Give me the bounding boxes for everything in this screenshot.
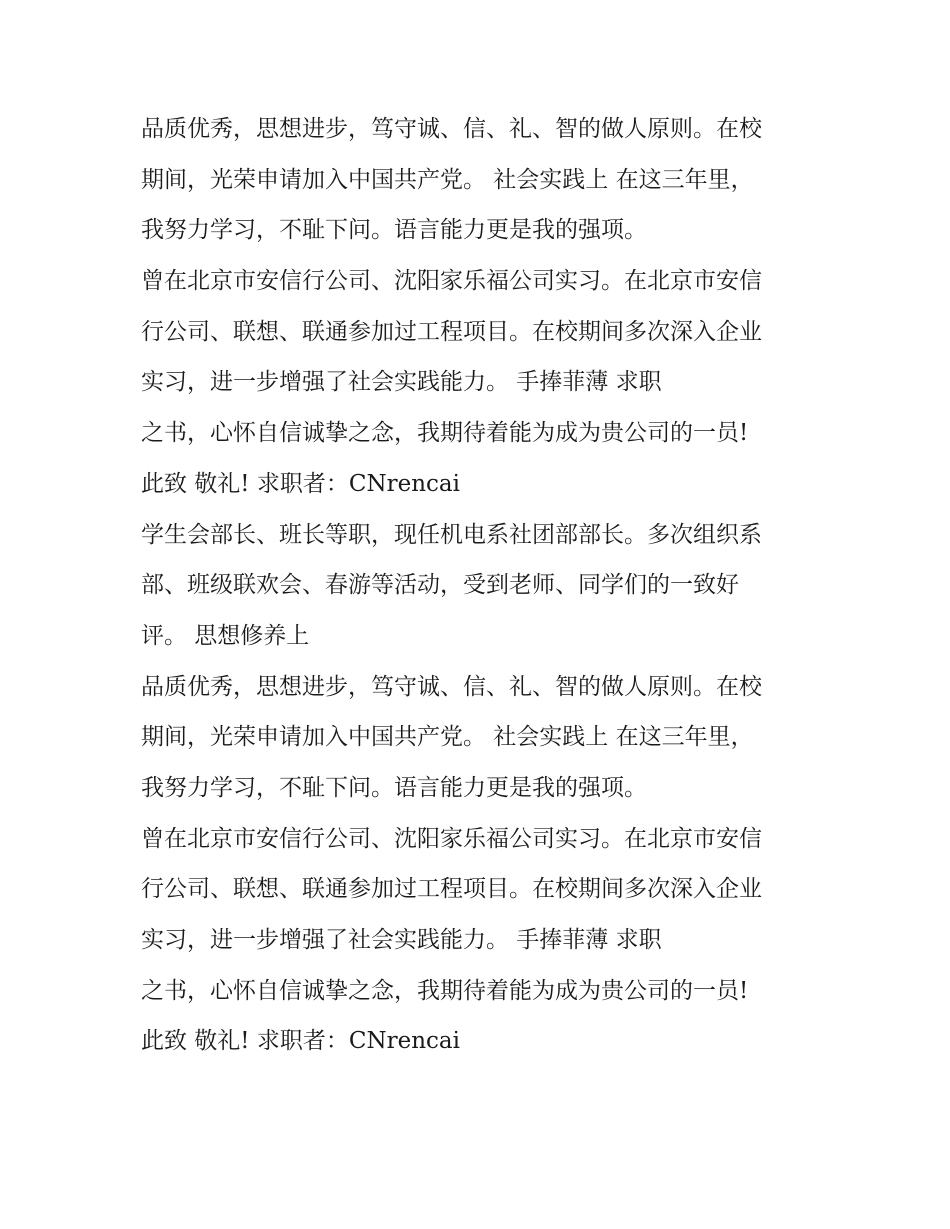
text-line: 此致 敬礼! 求职者：CNrencai [141,1028,460,1055]
text-line: 曾在北京市安信行公司、沈阳家乐福公司实习。在北京市安信 [141,268,762,295]
text-line: 行公司、联想、联通参加过工程项目。在校期间多次深入企业 [141,876,762,903]
text-line: 我努力学习，不耻下问。语言能力更是我的强项。 [141,217,647,244]
text-line: 曾在北京市安信行公司、沈阳家乐福公司实习。在北京市安信 [141,825,762,852]
document-body [141,104,831,1067]
text-line: 品质优秀，思想进步，笃守诚、信、礼、智的做人原则。在校 [141,116,762,142]
text-line: 实习，进一步增强了社会实践能力。 手捧菲薄 求职 [141,369,662,396]
text-line: 之书，心怀自信诚挚之念，我期待着能为成为贵公司的一员! [141,420,749,447]
text-line: 行公司、联想、联通参加过工程项目。在校期间多次深入企业 [141,318,762,345]
text-line: 品质优秀，思想进步，笃守诚、信、礼、智的做人原则。在校 [141,673,762,700]
text-line: 期间，光荣申请加入中国共产党。 社会实践上 在这三年里， [141,166,754,193]
text-line: 实习，进一步增强了社会实践能力。 手捧菲薄 求职 [141,927,662,953]
text-line: 评。 思想修养上 [141,622,310,649]
text-line: 我努力学习，不耻下问。语言能力更是我的强项。 [141,774,647,801]
text-line: 期间，光荣申请加入中国共产党。 社会实践上 在这三年里， [141,724,754,751]
text-line: 部、班级联欢会、春游等活动，受到老师、同学们的一致好 [141,572,739,599]
text-line: 学生会部长、班长等职，现任机电系社团部部长。多次组织系 [141,521,762,548]
text-line: 之书，心怀自信诚挚之念，我期待着能为成为贵公司的一员! [141,977,749,1004]
text-line: 此致 敬礼! 求职者：CNrencai [141,470,460,497]
